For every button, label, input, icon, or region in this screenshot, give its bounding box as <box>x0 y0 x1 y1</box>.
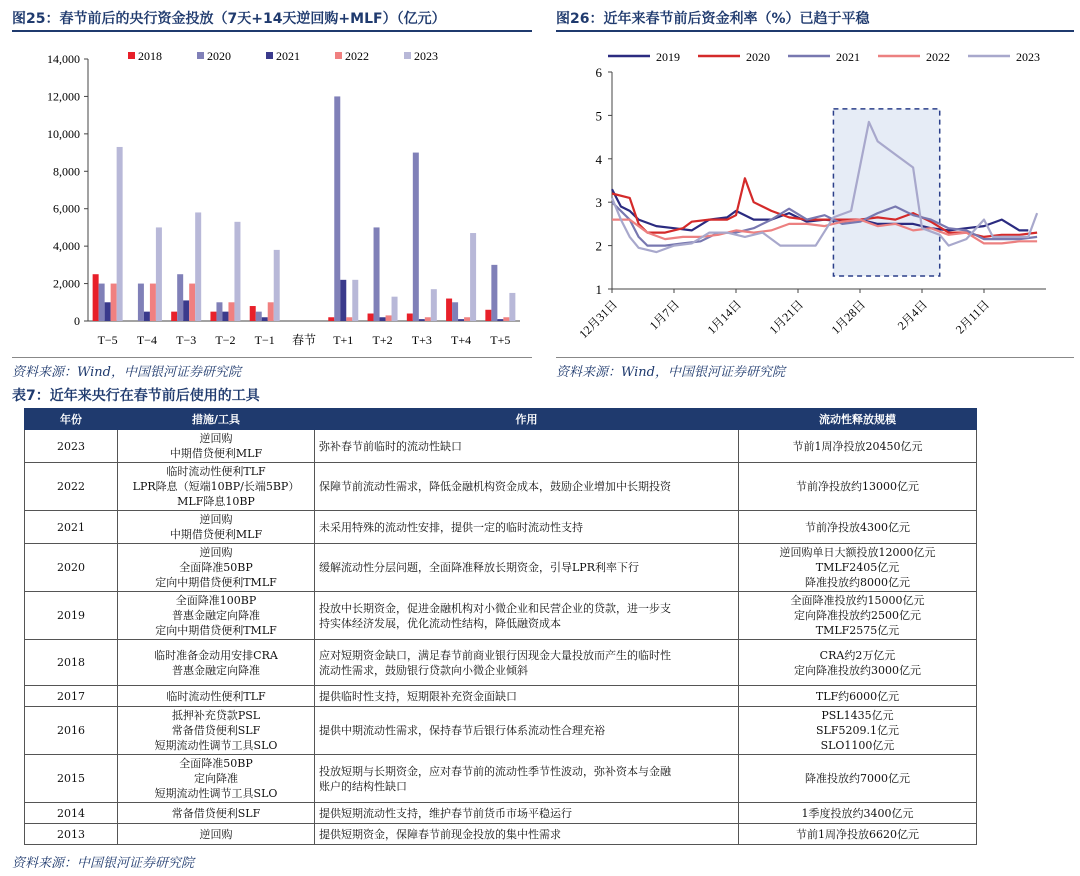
table-row <box>25 686 977 707</box>
cell-effect <box>315 430 739 463</box>
bar-2020 <box>491 265 497 321</box>
fig25-bottom-rule <box>12 357 532 358</box>
cell-effect-line: 投放中长期资金，促进金融机构对小微企业和民营企业的贷款，进一步支 <box>319 601 671 615</box>
y-tick-label: 5 <box>595 108 602 124</box>
cell-scale-line: 节前净投放约13000亿元 <box>796 480 919 493</box>
bar-2022 <box>228 302 234 321</box>
cell-scale <box>739 803 977 824</box>
y-tick-label: 10,000 <box>47 126 80 141</box>
legend-label-2023: 2023 <box>1016 50 1040 64</box>
x-tick-label: T+2 <box>372 333 393 347</box>
fig25-title: 图25：春节前后的央行资金投放（7天+14天逆回购+MLF）（亿元） <box>12 11 446 27</box>
bar-2023 <box>195 212 201 321</box>
cell-scale <box>739 544 977 592</box>
legend-label-2020: 2020 <box>746 50 770 64</box>
cell-scale-line: 节前净投放4300亿元 <box>805 520 910 534</box>
cell-year: 2017 <box>25 686 118 707</box>
bar-2020 <box>374 227 380 321</box>
bar-2018 <box>407 314 413 321</box>
cell-effect-line: 保障节前流动性需求，降低金融机构资金成本，鼓励企业增加中长期投资 <box>319 480 671 493</box>
cell-scale-line: 定向降准投放约2500亿元 <box>794 609 921 622</box>
cell-year: 2023 <box>25 430 118 463</box>
cell-scale-line: 逆回购单日大额投放12000亿元 <box>779 546 936 559</box>
legend-swatch-2021 <box>266 52 273 59</box>
bar-2023 <box>392 297 398 321</box>
cell-tools <box>118 544 315 592</box>
table-row <box>25 430 977 463</box>
bar-2022 <box>111 284 117 321</box>
y-tick-label: 4 <box>595 151 602 167</box>
cell-effect <box>315 592 739 640</box>
cell-tools <box>118 707 315 755</box>
bar-2022 <box>268 302 274 321</box>
cell-tools-line: 短期流动性调节工具SLO <box>154 739 278 752</box>
legend-label-2020: 2020 <box>207 49 231 63</box>
cell-tools-line: 抵押补充贷款PSL <box>171 709 261 722</box>
cell-scale <box>739 707 977 755</box>
cell-tools-line: 全面降准100BP <box>175 594 257 607</box>
bar-2023 <box>431 289 437 321</box>
cell-scale-line: 节前1周净投放20450亿元 <box>792 439 923 453</box>
highlight-box <box>833 109 939 276</box>
cell-year: 2020 <box>25 544 118 592</box>
cell-year: 2014 <box>25 803 118 824</box>
cell-year: 2022 <box>25 463 118 511</box>
y-tick-label: 2 <box>595 238 602 254</box>
cell-scale <box>739 430 977 463</box>
bar-2021 <box>183 300 189 321</box>
x-tick-label: 1月28日 <box>828 297 869 337</box>
cell-tools-line: MLF降息10BP <box>177 495 255 508</box>
cell-tools-line: 定向中期借贷便利TMLF <box>155 576 277 589</box>
bar-2020 <box>256 312 262 321</box>
y-tick-label: 1 <box>595 282 602 297</box>
bar-2020 <box>413 153 419 321</box>
cell-year: 2015 <box>25 755 118 803</box>
cell-tools <box>118 430 315 463</box>
cell-year: 2019 <box>25 592 118 640</box>
cell-tools-line: 逆回购 <box>199 827 233 841</box>
bar-2020 <box>216 302 222 321</box>
bar-2023 <box>117 147 123 321</box>
cell-tools-line: 普惠金融定向降准 <box>172 663 260 677</box>
fig26-source: 资料来源：Wind，中国银河证券研究院 <box>556 365 785 380</box>
cell-effect <box>315 463 739 511</box>
cell-scale-line: SLF5209.1亿元 <box>816 724 899 737</box>
bar-2022 <box>346 317 352 321</box>
bar-2020 <box>334 96 340 321</box>
fig25-title-rule <box>12 30 532 32</box>
cell-effect-line: 弥补春节前临时的流动性缺口 <box>319 439 462 453</box>
cell-tools-line: 临时流动性便利TLF <box>166 689 266 703</box>
cell-tools <box>118 686 315 707</box>
header-effect: 作用 <box>315 409 739 430</box>
legend-swatch-2020 <box>197 52 204 59</box>
legend-label-2021: 2021 <box>276 49 300 63</box>
cell-year: 2021 <box>25 511 118 544</box>
line-chart <box>556 36 1080 362</box>
table-row <box>25 463 977 511</box>
y-tick-label: 0 <box>74 314 80 328</box>
bar-2021 <box>458 319 464 321</box>
bar-2023 <box>274 250 280 321</box>
cell-effect-line: 账户的结构性缺口 <box>319 779 407 793</box>
cell-year: 2018 <box>25 640 118 686</box>
cell-year: 2016 <box>25 707 118 755</box>
bar-2021 <box>105 302 111 321</box>
cell-effect-line: 投放短期与长期资金，应对春节前的流动性季节性波动，弥补资本与金融 <box>319 764 671 778</box>
cell-scale-line: 降准投放约7000亿元 <box>805 772 910 785</box>
bar-2022 <box>150 284 156 321</box>
cell-year: 2013 <box>25 824 118 845</box>
cell-tools-line: 逆回购 <box>199 513 233 526</box>
bar-2018 <box>171 312 177 321</box>
legend-label-2023: 2023 <box>414 49 438 63</box>
y-tick-label: 6 <box>595 65 602 80</box>
y-tick-label: 14,000 <box>47 52 80 66</box>
x-tick-label: T−3 <box>176 333 197 347</box>
x-tick-label: T−4 <box>136 333 157 347</box>
cell-scale <box>739 463 977 511</box>
x-tick-label: 2月4日 <box>894 297 931 333</box>
cell-effect-line: 流动性需求，鼓励银行贷款向小微企业倾斜 <box>319 663 528 677</box>
bar-chart <box>0 36 540 366</box>
cell-scale-line: 降准投放约8000亿元 <box>805 576 910 589</box>
x-tick-label: 1月14日 <box>704 297 745 337</box>
bar-2021 <box>222 312 228 321</box>
cell-effect-line: 提供短期资金，保障春节前现金投放的集中性需求 <box>319 827 561 841</box>
cell-effect <box>315 707 739 755</box>
cell-tools <box>118 803 315 824</box>
cell-effect-line: 提供临时性支持，短期限补充资金面缺口 <box>319 689 517 703</box>
bar-2023 <box>509 293 515 321</box>
bar-2022 <box>503 317 509 321</box>
bar-2020 <box>452 302 458 321</box>
cell-effect <box>315 755 739 803</box>
table-row <box>25 511 977 544</box>
x-tick-label: 1月7日 <box>646 297 683 333</box>
cell-effect <box>315 803 739 824</box>
cell-tools-line: 中期借贷便利MLF <box>169 528 263 541</box>
cell-scale-line: 定向降准投放约3000亿元 <box>794 663 921 677</box>
x-tick-label: 1月21日 <box>766 297 807 337</box>
cell-scale-line: CRA约2万亿元 <box>819 648 896 662</box>
series-line-2019 <box>612 189 1028 230</box>
table-row <box>25 640 977 686</box>
bar-2018 <box>210 312 216 321</box>
legend-swatch-2022 <box>335 52 342 59</box>
bar-2018 <box>368 314 374 321</box>
bar-2022 <box>425 317 431 321</box>
table-row <box>25 824 977 845</box>
bar-2021 <box>262 317 268 321</box>
series-line-2023 <box>612 122 1037 252</box>
cell-tools <box>118 755 315 803</box>
x-tick-label: 春节 <box>291 333 317 347</box>
bar-2021 <box>497 319 503 321</box>
cell-effect-line: 应对短期资金缺口，满足春节前商业银行因现金大量投放而产生的临时性 <box>319 648 671 662</box>
x-tick-label: T+1 <box>333 333 354 347</box>
cell-tools-line: 常备借贷便利SLF <box>171 806 261 820</box>
header-year: 年份 <box>25 409 118 430</box>
bar-2018 <box>93 274 99 321</box>
legend-label-2022: 2022 <box>926 50 950 64</box>
cell-scale <box>739 824 977 845</box>
cell-scale <box>739 640 977 686</box>
cell-tools-line: 全面降准50BP <box>179 757 253 770</box>
cell-scale-line: 1季度投放约3400亿元 <box>801 806 914 820</box>
cell-tools-line: 临时准备金动用安排CRA <box>154 648 278 662</box>
y-tick-label: 4,000 <box>53 239 80 254</box>
cell-tools <box>118 463 315 511</box>
bar-2020 <box>177 274 183 321</box>
bar-2018 <box>446 299 452 321</box>
cell-effect <box>315 686 739 707</box>
cell-effect <box>315 640 739 686</box>
cell-tools-line: 定向中期借贷便利TMLF <box>155 624 277 637</box>
bar-2018 <box>250 306 256 321</box>
bar-2022 <box>189 284 195 321</box>
header-tools: 措施/工具 <box>118 409 315 430</box>
bar-2023 <box>470 233 476 321</box>
x-tick-label: 12月31日 <box>576 297 621 342</box>
legend-label-2022: 2022 <box>345 49 369 63</box>
legend-swatch-2018 <box>128 52 135 59</box>
cell-tools-line: 定向降准 <box>194 772 238 785</box>
table-row <box>25 803 977 824</box>
fig26-title: 图26：近年来春节前后资金利率（%）已趋于平稳 <box>556 11 870 27</box>
y-tick-label: 2,000 <box>53 276 80 291</box>
cell-tools <box>118 640 315 686</box>
cell-tools <box>118 511 315 544</box>
bar-2021 <box>340 280 346 321</box>
x-tick-label: T−1 <box>254 333 275 347</box>
table7-title: 表7：近年来央行在春节前后使用的工具 <box>12 388 260 404</box>
cell-tools <box>118 824 315 845</box>
cell-effect-line: 持实体经济发展，优化流动性结构，降低融资成本 <box>319 616 561 630</box>
cell-scale-line: TMLF2405亿元 <box>815 561 900 574</box>
cell-scale-line: SLO1100亿元 <box>820 739 895 752</box>
cell-scale-line: 全面降准投放约15000亿元 <box>790 594 925 607</box>
cell-scale-line: TMLF2575亿元 <box>815 624 900 637</box>
x-tick-label: T−5 <box>97 333 118 347</box>
legend-label-2019: 2019 <box>656 50 680 64</box>
table-row <box>25 707 977 755</box>
bar-2020 <box>138 284 144 321</box>
cell-tools-line: 常备借贷便利SLF <box>171 724 261 737</box>
bar-2020 <box>99 284 105 321</box>
x-tick-label: T+5 <box>490 333 511 347</box>
bar-2023 <box>352 280 358 321</box>
cell-effect-line: 未采用特殊的流动性安排，提供一定的临时流动性支持 <box>319 520 583 534</box>
fig25-source: 资料来源：Wind，中国银河证券研究院 <box>12 365 241 380</box>
x-tick-label: T+4 <box>451 333 472 347</box>
legend-label-2021: 2021 <box>836 50 860 64</box>
y-tick-label: 6,000 <box>53 201 80 216</box>
tools-table <box>24 408 977 845</box>
y-tick-label: 3 <box>595 195 602 211</box>
bar-2022 <box>464 317 470 321</box>
cell-tools-line: 逆回购 <box>199 546 233 559</box>
cell-scale <box>739 511 977 544</box>
cell-tools-line: 普惠金融定向降准 <box>172 609 260 622</box>
legend-label-2018: 2018 <box>138 49 162 63</box>
table-row <box>25 755 977 803</box>
cell-scale <box>739 686 977 707</box>
cell-tools-line: LPR降息（短端10BP/长端5BP） <box>132 480 300 493</box>
bar-2023 <box>156 227 162 321</box>
table-row <box>25 544 977 592</box>
cell-tools-line: 全面降准50BP <box>179 561 253 574</box>
y-tick-label: 8,000 <box>53 164 80 179</box>
x-tick-label: T−2 <box>215 333 236 347</box>
bar-2022 <box>386 315 392 321</box>
x-tick-label: T+3 <box>411 333 432 347</box>
cell-effect <box>315 824 739 845</box>
cell-effect-line: 提供短期流动性支持，维护春节前货币市场平稳运行 <box>319 806 572 820</box>
bar-2021 <box>144 312 150 321</box>
cell-tools-line: 短期流动性调节工具SLO <box>154 787 278 800</box>
fig26-bottom-rule <box>556 357 1074 358</box>
fig26-title-rule <box>556 30 1074 32</box>
table-header-row <box>25 409 977 430</box>
cell-effect <box>315 511 739 544</box>
cell-scale-line: TLF约6000亿元 <box>815 689 900 703</box>
bar-2021 <box>419 319 425 321</box>
cell-tools-line: 中期借贷便利MLF <box>169 447 263 460</box>
cell-tools <box>118 592 315 640</box>
cell-tools-line: 逆回购 <box>199 432 233 445</box>
legend-swatch-2023 <box>404 52 411 59</box>
cell-tools-line: 临时流动性便利TLF <box>166 465 266 478</box>
bar-2018 <box>328 317 334 321</box>
bar-2018 <box>485 310 491 321</box>
cell-effect-line: 缓解流动性分层问题，全面降准释放长期资金，引导LPR利率下行 <box>319 561 639 574</box>
x-tick-label: 2月11日 <box>952 297 993 337</box>
table-row <box>25 592 977 640</box>
cell-scale-line: 节前1周净投放6620亿元 <box>796 827 919 841</box>
bar-2021 <box>380 317 386 321</box>
y-tick-label: 12,000 <box>47 89 80 104</box>
cell-scale <box>739 755 977 803</box>
bar-2023 <box>234 222 240 321</box>
cell-effect <box>315 544 739 592</box>
table7-source: 资料来源：中国银河证券研究院 <box>12 856 195 871</box>
table-body <box>25 430 977 845</box>
cell-scale-line: PSL1435亿元 <box>821 709 894 722</box>
cell-scale <box>739 592 977 640</box>
cell-effect-line: 提供中期流动性需求，保持春节后银行体系流动性合理充裕 <box>319 724 605 737</box>
header-scale: 流动性释放规模 <box>739 409 977 430</box>
series-line-2021 <box>612 202 1037 245</box>
